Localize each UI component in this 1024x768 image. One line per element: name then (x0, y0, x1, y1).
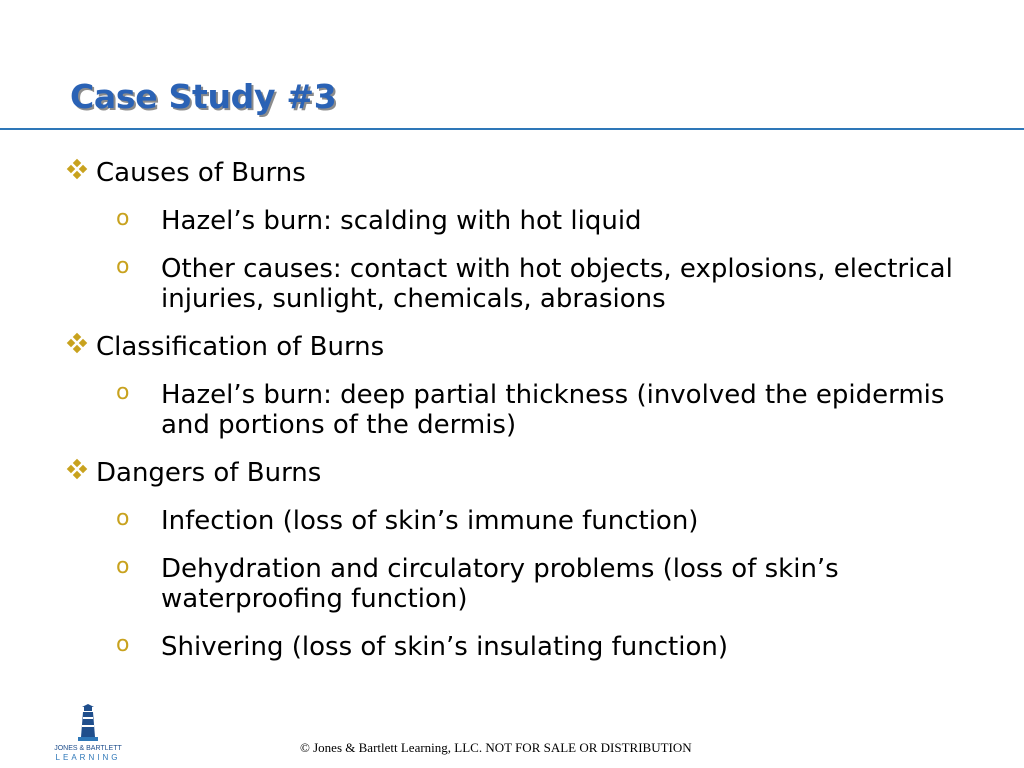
circle-bullet-icon: o (116, 554, 130, 579)
list-item-text: Hazel’s burn: deep partial thickness (involved the epidermis and portions of the dermis) (161, 380, 945, 440)
circle-bullet-icon: o (116, 206, 130, 231)
circle-bullet-icon: o (116, 506, 130, 531)
title-divider (0, 128, 1024, 130)
section-heading: Dangers of Burns (96, 458, 322, 488)
section-heading: Classification of Burns (96, 332, 385, 362)
list-item-text: Hazel’s burn: scalding with hot liquid (161, 206, 642, 236)
diamond-bullet-icon (66, 460, 88, 482)
diamond-bullet-icon (66, 334, 88, 356)
list-item-text: Infection (loss of skin’s immune function) (161, 506, 699, 536)
list-item-text: Shivering (loss of skin’s insulating function) (161, 632, 728, 662)
circle-bullet-icon: o (116, 380, 130, 405)
list-item-text: Other causes: contact with hot objects, explosions, electrical injuries, sunlight, chemicals, abrasions (161, 254, 953, 314)
slide-title: Case Study #3 (70, 77, 337, 116)
circle-bullet-icon: o (116, 632, 130, 657)
list-item-text: Dehydration and circulatory problems (loss of skin’s waterproofing function) (161, 554, 839, 614)
publisher-logo (52, 703, 124, 763)
logo-text-bottom: LEARNING (55, 753, 121, 762)
diamond-bullet-icon (66, 160, 88, 182)
copyright-notice: © Jones & Bartlett Learning, LLC. NOT FOR SALE OR DISTRIBUTION (300, 740, 692, 755)
section-heading: Causes of Burns (96, 158, 306, 188)
circle-bullet-icon: o (116, 254, 130, 279)
lighthouse-icon (52, 703, 124, 763)
logo-text-top: JONES & BARTLETT (54, 745, 122, 752)
